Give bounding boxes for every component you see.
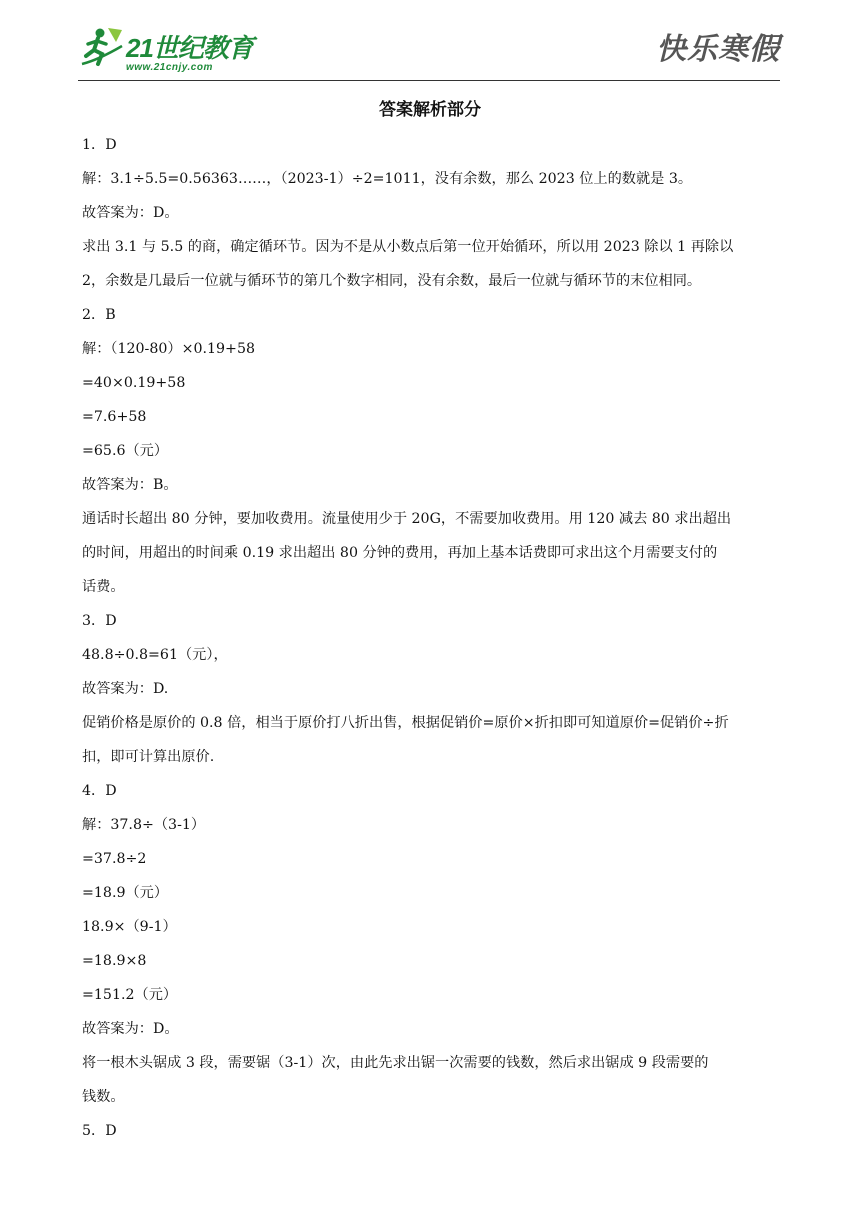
text-line: 话费。 bbox=[82, 579, 125, 595]
text-line: 18.9×（9-1） bbox=[82, 919, 177, 935]
text-line: =18.9×8 bbox=[82, 953, 147, 969]
text-line: =37.8÷2 bbox=[82, 851, 147, 867]
logo-url: www.21cnjy.com bbox=[126, 62, 213, 73]
page-title: 答案解析部分 bbox=[379, 100, 481, 120]
answer-content bbox=[82, 128, 782, 1148]
text-line: 5．D bbox=[82, 1123, 117, 1139]
page-header bbox=[78, 18, 780, 81]
text-line: =40×0.19+58 bbox=[82, 375, 186, 391]
text-line: 求出 3.1 与 5.5 的商，确定循环节。因为不是从小数点后第一位开始循环，所以用 2023 除以 1 再除以 bbox=[82, 239, 734, 255]
text-line: 48.8÷0.8=61（元）， bbox=[82, 647, 228, 663]
text-line: =7.6+58 bbox=[82, 409, 147, 425]
text-line: 2．B bbox=[82, 307, 116, 323]
text-line: 解：3.1÷5.5=0.56363……，（2023-1）÷2=1011，没有余数，那么 2023 位上的数就是 3。 bbox=[82, 171, 693, 187]
text-line: 通话时长超出 80 分钟，要加收费用。流量使用少于 20G，不需要加收费用。用 120 减去 80 求出超出 bbox=[82, 511, 732, 527]
text-line: 的时间，用超出的时间乘 0.19 求出超出 80 分钟的费用，再加上基本话费即可求出这个月需要支付的 bbox=[82, 545, 718, 561]
text-line: 解：37.8÷（3-1） bbox=[82, 817, 206, 833]
brand-text: 快乐寒假 bbox=[656, 32, 780, 67]
text-line: 2，余数是几最后一位就与循环节的第几个数字相同，没有余数，最后一位就与循环节的末位相同。 bbox=[82, 273, 702, 289]
logo-text: 21世纪教育 bbox=[126, 33, 253, 63]
logo bbox=[78, 24, 253, 79]
text-line: 1．D bbox=[82, 137, 117, 153]
text-line: 扣，即可计算出原价. bbox=[82, 749, 215, 765]
text-line: =18.9（元） bbox=[82, 885, 169, 901]
text-line: =65.6（元） bbox=[82, 443, 169, 459]
text-line: 4．D bbox=[82, 783, 117, 799]
text-line: 故答案为：D. bbox=[82, 681, 169, 697]
text-line: 解：（120-80）×0.19+58 bbox=[82, 341, 255, 357]
text-line: 故答案为：B。 bbox=[82, 477, 178, 493]
text-line: =151.2（元） bbox=[82, 987, 178, 1003]
text-line: 故答案为：D。 bbox=[82, 1021, 179, 1037]
text-line: 3．D bbox=[82, 613, 117, 629]
text-line: 促销价格是原价的 0.8 倍，相当于原价打八折出售，根据促销价=原价×折扣即可知道原价=促销价÷折 bbox=[82, 715, 729, 731]
text-line: 故答案为：D。 bbox=[82, 205, 179, 221]
text-line: 将一根木头锯成 3 段，需要锯（3-1）次，由此先求出锯一次需要的钱数，然后求出锯成 9 段需要的 bbox=[82, 1055, 709, 1071]
runner-icon bbox=[78, 24, 126, 72]
text-line: 钱数。 bbox=[82, 1089, 125, 1105]
